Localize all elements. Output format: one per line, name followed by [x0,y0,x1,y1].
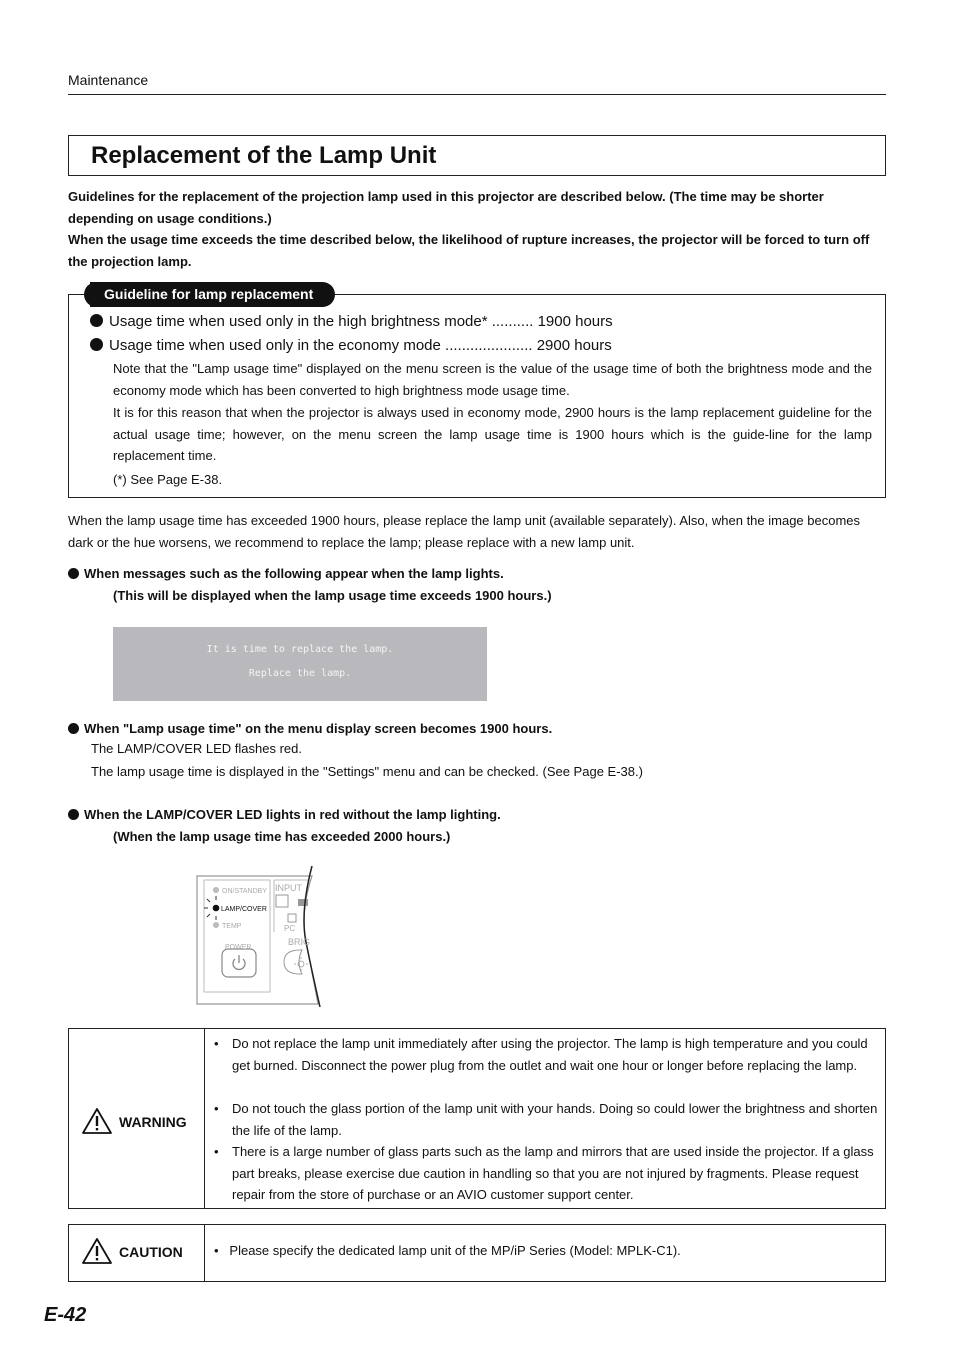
guideline-see-page: (*) See Page E-38. [113,472,223,487]
guideline-tab: Guideline for lamp replacement [90,282,335,307]
warning-item-text: There is a large number of glass parts such as the lamp and mirrors that are used inside the projector. If a glass part breaks, please exercise due caution in handling so that you are not injured by fragments. Please request repair from the store of purchase or an AVIO customer support center. [232,1144,874,1203]
case-2-heading-text: When "Lamp usage time" on the menu display screen becomes 1900 hours. [84,721,553,736]
guideline-item [90,337,612,354]
caution-label [81,1237,183,1265]
caution-triangle-icon [81,1237,113,1265]
case-3-heading [68,807,501,822]
case-3-heading-text: When the LAMP/COVER LED lights in red without the lamp lighting. [84,807,501,822]
case-1-heading [68,566,504,581]
message-line-1: It is time to replace the lamp. [206,644,394,655]
warning-triangle-icon [81,1107,113,1135]
message-line-2: Replace the lamp. [248,668,352,679]
page-title: Replacement of the Lamp Unit [91,142,437,169]
bullet-dot-icon [68,723,79,734]
header-rule [68,94,886,95]
case-2-line-2: The lamp usage time is displayed in the "Settings" menu and can be checked. (See Page E-38.) [91,764,643,779]
input-small-icon [288,914,296,922]
temp-led-icon [213,922,219,928]
input-video-icon [298,899,308,906]
lamp-cover-label: LAMP/COVER [221,906,267,913]
temp-label: TEMP [222,923,242,930]
intro-text [68,186,888,272]
warning-item-text: Do not replace the lamp unit immediately after using the projector. The lamp is high temperature and you could get burned. Disconnect the power plug from the outlet and wait one hour or longer before replacing the lamp. [232,1036,868,1073]
bullet-dot-icon [90,314,103,327]
caution-item [214,1243,681,1258]
input-pc-icon [276,895,288,907]
bullet-icon: • [214,1036,219,1051]
warning-item [214,1141,884,1206]
warning-item [214,1098,884,1141]
guideline-note-1: Note that the "Lamp usage time" displayed on the menu screen is the value of the usage time of both the brightness mode and the economy mode which has been converted to high brightness mode usage time. [113,361,872,398]
control-panel-illustration [192,862,327,1007]
input-label: INPUT [275,883,302,893]
case-2-line-1: The LAMP/COVER LED flashes red. [91,741,302,756]
guideline-item [90,313,613,330]
caution-divider [204,1225,205,1281]
warning-item-text: Do not touch the glass portion of the lamp unit with your hands. Doing so could lower the brightness and shorten the life of the lamp. [232,1101,878,1138]
bullet-dot-icon [90,338,103,351]
lamp-message-screen [113,627,487,701]
case-1-subheading: (This will be displayed when the lamp usage time exceeds 1900 hours.) [113,588,552,603]
warning-label [81,1107,187,1135]
guideline-item-text: Usage time when used only in the economy mode ..................... 2900 hours [109,337,612,354]
on-standby-label: ON/STANDBY [222,888,267,895]
bullet-icon: • [214,1144,219,1159]
warning-label-text: WARNING [119,1114,187,1130]
guideline-item-text: Usage time when used only in the high brightness mode* .......... 1900 hours [109,313,613,330]
pc-label: PC [284,924,296,933]
caution-item-text: Please specify the dedicated lamp unit of the MP/iP Series (Model: MPLK-C1). [229,1243,681,1258]
page-number: E-42 [44,1304,87,1326]
caution-box [68,1224,886,1282]
brightness-label: BRIG [288,937,311,947]
caution-label-text: CAUTION [119,1244,183,1260]
section-label: Maintenance [68,72,149,88]
intro-line-2: When the usage time exceeds the time described below, the likelihood of rupture increases, the projector will be forced to turn off the projection lamp. [68,232,870,269]
case-3-subheading: (When the lamp usage time has exceeded 2000 hours.) [113,829,451,844]
case-2-heading [68,721,552,736]
warning-divider [204,1029,205,1208]
control-panel-drawing [192,862,327,1007]
power-label: POWER [225,944,252,951]
guideline-note-2: It is for this reason that when the projector is always used in economy mode, 2900 hours is the lamp replacement guideline for the actual usage time; however, on the menu screen the lamp usage time is 1900 hours which is the guide-line for the lamp replacement time. [113,405,872,464]
bullet-icon: • [214,1243,219,1258]
warning-item [214,1033,884,1076]
on-standby-led-icon [213,887,219,893]
case-1-heading-text: When messages such as the following appear when the lamp lights. [84,566,504,581]
bullet-dot-icon [68,809,79,820]
title-box [68,135,886,176]
intro-line-1: Guidelines for the replacement of the projection lamp used in this projector are described below. (The time may be shorter depending on usage conditions.) [68,189,824,226]
bullet-icon: • [214,1101,219,1116]
bullet-dot-icon [68,568,79,579]
warning-box [68,1028,886,1209]
replacement-paragraph: When the lamp usage time has exceeded 1900 hours, please replace the lamp unit (available separately). Also, when the image becomes dark or the hue worsens, we recommend to replace the lamp; please replace with a new lamp unit. [68,513,861,550]
